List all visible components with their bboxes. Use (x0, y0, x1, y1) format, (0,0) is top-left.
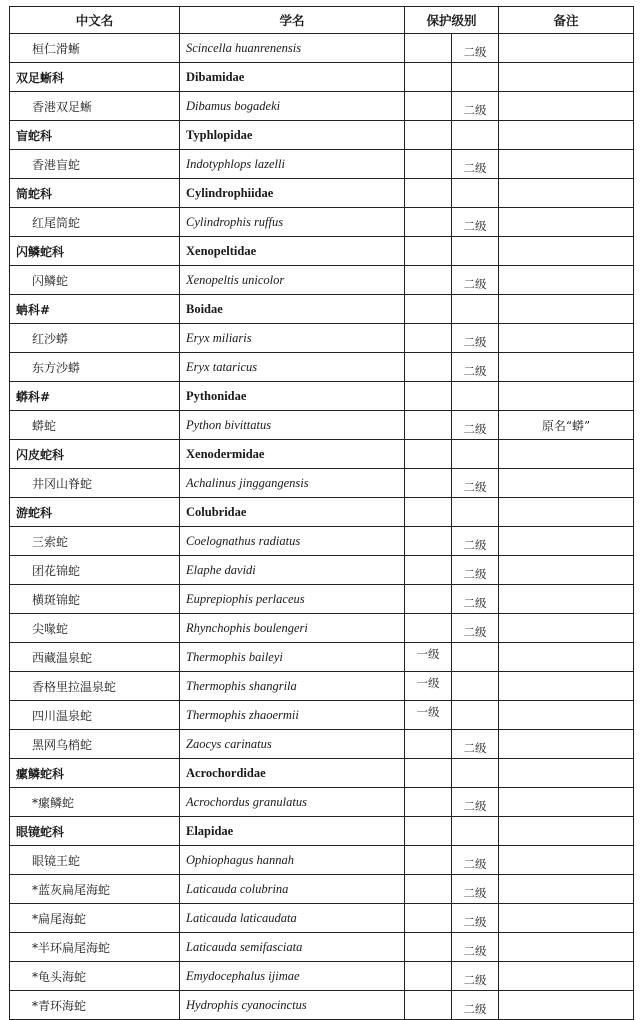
family-row (10, 237, 634, 266)
level-first-class-cell (405, 34, 452, 63)
scientific-name-cell: Cylindrophis ruffus (180, 208, 405, 237)
level-second-class-cell (452, 498, 499, 527)
family-row (10, 817, 634, 846)
remarks-cell (499, 295, 634, 324)
chinese-name-cell: 团花锦蛇 (10, 556, 180, 585)
chinese-name-cell: 香格里拉温泉蛇 (10, 672, 180, 701)
species-row (10, 92, 634, 121)
level-second-class-cell: 二级 (452, 469, 499, 498)
scientific-name-cell: Hydrophis cyanocinctus (180, 991, 405, 1020)
family-row (10, 63, 634, 92)
scientific-name-cell: Typhlopidae (180, 121, 405, 150)
remarks-cell (499, 469, 634, 498)
level-second-class-cell: 二级 (452, 585, 499, 614)
level-second-class-cell (452, 382, 499, 411)
level-second-class-cell: 二级 (452, 150, 499, 179)
level-first-class-cell (405, 237, 452, 266)
scientific-name-cell: Coelognathus radiatus (180, 527, 405, 556)
species-row (10, 904, 634, 933)
header-chinese-name: 中文名 (10, 7, 180, 34)
family-row (10, 440, 634, 469)
scientific-name-cell: Pythonidae (180, 382, 405, 411)
chinese-name-cell: 游蛇科 (10, 498, 180, 527)
level-first-class-cell: 一级 (405, 701, 452, 730)
level-second-class-cell (452, 672, 499, 701)
level-first-class-cell (405, 121, 452, 150)
level-second-class-cell: 二级 (452, 788, 499, 817)
level-second-class-cell: 二级 (452, 324, 499, 353)
remarks-cell (499, 556, 634, 585)
chinese-name-cell: *半环扁尾海蛇 (10, 933, 180, 962)
family-row (10, 382, 634, 411)
remarks-cell (499, 817, 634, 846)
species-row (10, 324, 634, 353)
level-first-class-cell (405, 962, 452, 991)
chinese-name-cell: 西藏温泉蛇 (10, 643, 180, 672)
chinese-name-cell: 眼镜王蛇 (10, 846, 180, 875)
remarks-cell (499, 498, 634, 527)
scientific-name-cell: Eryx tataricus (180, 353, 405, 382)
level-second-class-cell: 二级 (452, 904, 499, 933)
remarks-cell (499, 34, 634, 63)
header-scientific-name: 学名 (180, 7, 405, 34)
level-first-class-cell (405, 440, 452, 469)
level-first-class-cell (405, 788, 452, 817)
level-second-class-cell: 二级 (452, 527, 499, 556)
level-second-class-cell: 二级 (452, 266, 499, 295)
scientific-name-cell: Dibamus bogadeki (180, 92, 405, 121)
level-first-class-cell (405, 208, 452, 237)
chinese-name-cell: 红尾筒蛇 (10, 208, 180, 237)
level-first-class-cell (405, 933, 452, 962)
scientific-name-cell: Elapidae (180, 817, 405, 846)
remarks-cell (499, 875, 634, 904)
level-second-class-cell: 二级 (452, 34, 499, 63)
level-second-class-cell (452, 759, 499, 788)
level-second-class-cell (452, 701, 499, 730)
level-first-class-cell (405, 324, 452, 353)
species-row (10, 469, 634, 498)
level-second-class-cell (452, 295, 499, 324)
species-row (10, 730, 634, 759)
level-second-class-cell (452, 643, 499, 672)
species-row (10, 846, 634, 875)
level-first-class-cell (405, 730, 452, 759)
level-second-class-cell: 二级 (452, 353, 499, 382)
chinese-name-cell: 香港双足蜥 (10, 92, 180, 121)
family-row (10, 179, 634, 208)
species-row (10, 643, 634, 672)
chinese-name-cell: 四川温泉蛇 (10, 701, 180, 730)
scientific-name-cell: Emydocephalus ijimae (180, 962, 405, 991)
level-first-class-cell (405, 759, 452, 788)
level-second-class-cell: 二级 (452, 846, 499, 875)
chinese-name-cell: 蚺科# (10, 295, 180, 324)
family-row (10, 759, 634, 788)
level-first-class-cell (405, 92, 452, 121)
level-second-class-cell: 二级 (452, 991, 499, 1020)
remarks-cell (499, 701, 634, 730)
remarks-cell (499, 121, 634, 150)
species-row (10, 672, 634, 701)
chinese-name-cell: 闪鳞蛇 (10, 266, 180, 295)
chinese-name-cell: 桓仁滑蜥 (10, 34, 180, 63)
remarks-cell (499, 208, 634, 237)
header-protection-level: 保护级别 (405, 7, 499, 34)
remarks-cell (499, 324, 634, 353)
level-first-class-cell (405, 991, 452, 1020)
level-first-class-cell (405, 295, 452, 324)
level-first-class-cell (405, 614, 452, 643)
remarks-cell (499, 730, 634, 759)
species-row (10, 701, 634, 730)
level-first-class-cell: 一级 (405, 643, 452, 672)
species-row (10, 614, 634, 643)
level-second-class-cell (452, 121, 499, 150)
chinese-name-cell: 盲蛇科 (10, 121, 180, 150)
scientific-name-cell: Xenopeltidae (180, 237, 405, 266)
scientific-name-cell: Thermophis zhaoermii (180, 701, 405, 730)
level-first-class-cell (405, 498, 452, 527)
family-row (10, 498, 634, 527)
chinese-name-cell: 横斑锦蛇 (10, 585, 180, 614)
level-first-class-cell (405, 382, 452, 411)
level-first-class-cell (405, 353, 452, 382)
family-row (10, 121, 634, 150)
species-row (10, 34, 634, 63)
chinese-name-cell: 筒蛇科 (10, 179, 180, 208)
chinese-name-cell: 东方沙蟒 (10, 353, 180, 382)
scientific-name-cell: Euprepiophis perlaceus (180, 585, 405, 614)
level-first-class-cell (405, 817, 452, 846)
scientific-name-cell: Boidae (180, 295, 405, 324)
chinese-name-cell: *蓝灰扁尾海蛇 (10, 875, 180, 904)
level-first-class-cell (405, 527, 452, 556)
species-row (10, 266, 634, 295)
remarks-cell (499, 672, 634, 701)
species-row (10, 991, 634, 1020)
remarks-cell (499, 585, 634, 614)
chinese-name-cell: 尖喙蛇 (10, 614, 180, 643)
species-row (10, 788, 634, 817)
level-second-class-cell: 二级 (452, 962, 499, 991)
level-first-class-cell (405, 63, 452, 92)
remarks-cell (499, 788, 634, 817)
level-second-class-cell (452, 440, 499, 469)
species-row (10, 875, 634, 904)
scientific-name-cell: Eryx miliaris (180, 324, 405, 353)
level-second-class-cell (452, 237, 499, 266)
level-first-class-cell (405, 585, 452, 614)
scientific-name-cell: Zaocys carinatus (180, 730, 405, 759)
scientific-name-cell: Xenopeltis unicolor (180, 266, 405, 295)
chinese-name-cell: 闪鳞蛇科 (10, 237, 180, 266)
scientific-name-cell: Laticauda laticaudata (180, 904, 405, 933)
scientific-name-cell: Dibamidae (180, 63, 405, 92)
chinese-name-cell: 井冈山脊蛇 (10, 469, 180, 498)
remarks-cell (499, 150, 634, 179)
level-first-class-cell (405, 411, 452, 440)
species-row (10, 527, 634, 556)
chinese-name-cell: 三索蛇 (10, 527, 180, 556)
chinese-name-cell: *青环海蛇 (10, 991, 180, 1020)
level-first-class-cell (405, 556, 452, 585)
level-first-class-cell (405, 179, 452, 208)
level-second-class-cell: 二级 (452, 614, 499, 643)
chinese-name-cell: 黑网乌梢蛇 (10, 730, 180, 759)
remarks-cell (499, 527, 634, 556)
level-second-class-cell: 二级 (452, 92, 499, 121)
remarks-cell (499, 991, 634, 1020)
scientific-name-cell: Laticauda colubrina (180, 875, 405, 904)
remarks-cell: 原名“蟒” (499, 411, 634, 440)
scientific-name-cell: Laticauda semifasciata (180, 933, 405, 962)
chinese-name-cell: 红沙蟒 (10, 324, 180, 353)
level-second-class-cell (452, 817, 499, 846)
species-table (9, 6, 634, 1020)
species-row (10, 585, 634, 614)
level-first-class-cell (405, 846, 452, 875)
remarks-cell (499, 846, 634, 875)
remarks-cell (499, 933, 634, 962)
chinese-name-cell: 蟒蛇 (10, 411, 180, 440)
scientific-name-cell: Ophiophagus hannah (180, 846, 405, 875)
remarks-cell (499, 266, 634, 295)
scientific-name-cell: Cylindrophiidae (180, 179, 405, 208)
species-row (10, 962, 634, 991)
species-row (10, 150, 634, 179)
scientific-name-cell: Elaphe davidi (180, 556, 405, 585)
family-row (10, 295, 634, 324)
level-second-class-cell: 二级 (452, 933, 499, 962)
remarks-cell (499, 179, 634, 208)
level-second-class-cell: 二级 (452, 411, 499, 440)
chinese-name-cell: *扁尾海蛇 (10, 904, 180, 933)
chinese-name-cell: 蟒科# (10, 382, 180, 411)
level-first-class-cell (405, 266, 452, 295)
remarks-cell (499, 237, 634, 266)
scientific-name-cell: Indotyphlops lazelli (180, 150, 405, 179)
level-first-class-cell (405, 904, 452, 933)
scientific-name-cell: Acrochordus granulatus (180, 788, 405, 817)
table-header-row (10, 7, 634, 34)
species-row (10, 411, 634, 440)
chinese-name-cell: *瘰鳞蛇 (10, 788, 180, 817)
remarks-cell (499, 440, 634, 469)
scientific-name-cell: Python bivittatus (180, 411, 405, 440)
scientific-name-cell: Scincella huanrenensis (180, 34, 405, 63)
remarks-cell (499, 962, 634, 991)
chinese-name-cell: *龟头海蛇 (10, 962, 180, 991)
scientific-name-cell: Acrochordidae (180, 759, 405, 788)
scientific-name-cell: Colubridae (180, 498, 405, 527)
remarks-cell (499, 904, 634, 933)
chinese-name-cell: 瘰鳞蛇科 (10, 759, 180, 788)
level-second-class-cell: 二级 (452, 556, 499, 585)
scientific-name-cell: Xenodermidae (180, 440, 405, 469)
remarks-cell (499, 63, 634, 92)
chinese-name-cell: 香港盲蛇 (10, 150, 180, 179)
level-second-class-cell (452, 63, 499, 92)
level-first-class-cell (405, 875, 452, 904)
level-second-class-cell: 二级 (452, 208, 499, 237)
chinese-name-cell: 眼镜蛇科 (10, 817, 180, 846)
species-row (10, 933, 634, 962)
remarks-cell (499, 759, 634, 788)
remarks-cell (499, 614, 634, 643)
header-remarks: 备注 (499, 7, 634, 34)
species-row (10, 556, 634, 585)
level-first-class-cell (405, 469, 452, 498)
remarks-cell (499, 92, 634, 121)
level-first-class-cell (405, 150, 452, 179)
table-body (10, 34, 634, 1020)
scientific-name-cell: Thermophis baileyi (180, 643, 405, 672)
chinese-name-cell: 双足蜥科 (10, 63, 180, 92)
level-second-class-cell (452, 179, 499, 208)
remarks-cell (499, 643, 634, 672)
species-row (10, 208, 634, 237)
remarks-cell (499, 353, 634, 382)
protected-species-table-page (9, 6, 633, 1020)
level-second-class-cell: 二级 (452, 730, 499, 759)
scientific-name-cell: Thermophis shangrila (180, 672, 405, 701)
level-second-class-cell: 二级 (452, 875, 499, 904)
species-row (10, 353, 634, 382)
scientific-name-cell: Rhynchophis boulengeri (180, 614, 405, 643)
chinese-name-cell: 闪皮蛇科 (10, 440, 180, 469)
remarks-cell (499, 382, 634, 411)
level-first-class-cell: 一级 (405, 672, 452, 701)
scientific-name-cell: Achalinus jinggangensis (180, 469, 405, 498)
